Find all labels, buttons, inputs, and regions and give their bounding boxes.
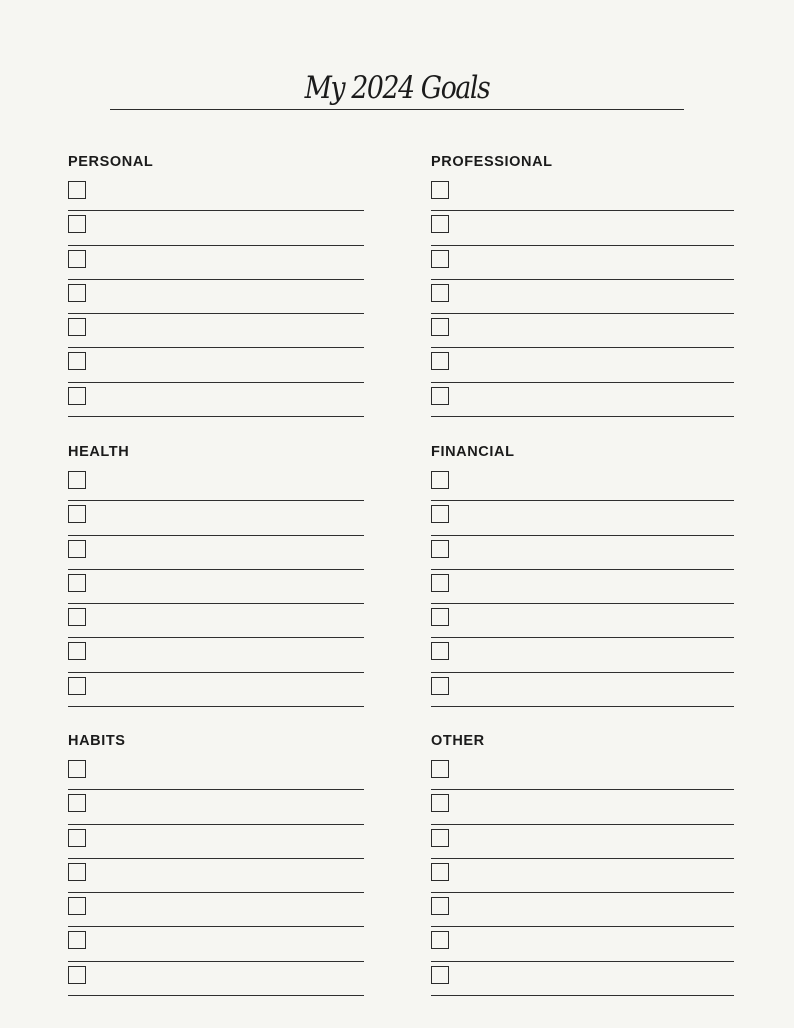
page-title: My 2024 Goals xyxy=(304,70,490,106)
goal-row[interactable] xyxy=(68,639,364,672)
goal-row[interactable] xyxy=(68,757,364,790)
goal-list xyxy=(431,757,734,996)
goal-checkbox[interactable] xyxy=(68,181,86,199)
goal-checkbox[interactable] xyxy=(68,760,86,778)
goal-checkbox[interactable] xyxy=(431,181,449,199)
goal-row[interactable] xyxy=(68,894,364,927)
goal-row[interactable] xyxy=(431,963,734,996)
goal-checkbox[interactable] xyxy=(68,863,86,881)
goal-row[interactable] xyxy=(431,178,734,211)
goal-checkbox[interactable] xyxy=(431,471,449,489)
goal-row[interactable] xyxy=(68,537,364,570)
goal-row[interactable] xyxy=(431,247,734,280)
goal-row[interactable] xyxy=(431,674,734,707)
goal-checkbox[interactable] xyxy=(68,284,86,302)
goal-row[interactable] xyxy=(68,605,364,638)
section-title: HABITS xyxy=(68,733,126,749)
goal-checkbox[interactable] xyxy=(431,505,449,523)
section-personal xyxy=(68,153,364,417)
goal-row[interactable] xyxy=(431,860,734,893)
goal-checkbox[interactable] xyxy=(431,352,449,370)
goal-row[interactable] xyxy=(431,639,734,672)
section-habits xyxy=(68,732,364,996)
goal-checkbox[interactable] xyxy=(431,387,449,405)
goal-row[interactable] xyxy=(431,502,734,535)
goal-checkbox[interactable] xyxy=(431,966,449,984)
goal-checkbox[interactable] xyxy=(431,284,449,302)
goal-row[interactable] xyxy=(431,537,734,570)
goal-checkbox[interactable] xyxy=(431,829,449,847)
goal-checkbox[interactable] xyxy=(431,760,449,778)
goal-row[interactable] xyxy=(431,468,734,501)
goal-row[interactable] xyxy=(68,247,364,280)
goal-row[interactable] xyxy=(431,826,734,859)
goal-checkbox[interactable] xyxy=(68,608,86,626)
goal-row[interactable] xyxy=(68,212,364,245)
section-financial xyxy=(431,443,734,707)
goal-row[interactable] xyxy=(68,860,364,893)
goal-row[interactable] xyxy=(68,791,364,824)
goal-checkbox[interactable] xyxy=(431,250,449,268)
goal-row[interactable] xyxy=(68,928,364,961)
goal-checkbox[interactable] xyxy=(431,318,449,336)
section-other xyxy=(431,732,734,996)
goal-row[interactable] xyxy=(68,178,364,211)
goal-checkbox[interactable] xyxy=(68,642,86,660)
goal-checkbox[interactable] xyxy=(68,352,86,370)
goal-checkbox[interactable] xyxy=(68,215,86,233)
goal-checkbox[interactable] xyxy=(431,215,449,233)
goal-row[interactable] xyxy=(431,384,734,417)
section-title: PERSONAL xyxy=(68,154,154,170)
goal-checkbox[interactable] xyxy=(68,250,86,268)
goal-checkbox[interactable] xyxy=(68,505,86,523)
goal-checkbox[interactable] xyxy=(431,574,449,592)
goal-row[interactable] xyxy=(68,826,364,859)
goal-row[interactable] xyxy=(431,928,734,961)
goal-checkbox[interactable] xyxy=(68,677,86,695)
goal-list xyxy=(431,468,734,707)
goal-row[interactable] xyxy=(68,674,364,707)
section-title: FINANCIAL xyxy=(431,444,515,460)
section-title: HEALTH xyxy=(68,444,130,460)
title-underline xyxy=(110,109,684,110)
goal-list xyxy=(68,468,364,707)
goal-row[interactable] xyxy=(68,502,364,535)
section-professional xyxy=(431,153,734,417)
goal-checkbox[interactable] xyxy=(68,471,86,489)
goal-checkbox[interactable] xyxy=(68,540,86,558)
section-health xyxy=(68,443,364,707)
goal-checkbox[interactable] xyxy=(431,897,449,915)
goal-checkbox[interactable] xyxy=(68,574,86,592)
goal-checkbox[interactable] xyxy=(431,642,449,660)
goal-row[interactable] xyxy=(431,212,734,245)
goal-checkbox[interactable] xyxy=(68,966,86,984)
goal-row[interactable] xyxy=(431,894,734,927)
goal-checkbox[interactable] xyxy=(431,677,449,695)
goal-checkbox[interactable] xyxy=(431,794,449,812)
goal-checkbox[interactable] xyxy=(431,863,449,881)
goal-list xyxy=(68,757,364,996)
goal-row[interactable] xyxy=(68,315,364,348)
goal-checkbox[interactable] xyxy=(68,897,86,915)
goal-row[interactable] xyxy=(68,281,364,314)
goal-row[interactable] xyxy=(431,605,734,638)
goal-row[interactable] xyxy=(68,468,364,501)
goal-list xyxy=(431,178,734,417)
goal-row[interactable] xyxy=(68,384,364,417)
section-title: PROFESSIONAL xyxy=(431,154,553,170)
goal-checkbox[interactable] xyxy=(68,931,86,949)
goal-checkbox[interactable] xyxy=(68,387,86,405)
goal-row[interactable] xyxy=(68,349,364,382)
goal-row[interactable] xyxy=(431,571,734,604)
goal-row[interactable] xyxy=(431,791,734,824)
goal-row[interactable] xyxy=(431,757,734,790)
goal-checkbox[interactable] xyxy=(431,540,449,558)
goal-checkbox[interactable] xyxy=(68,829,86,847)
goal-checkbox[interactable] xyxy=(68,794,86,812)
goal-row[interactable] xyxy=(68,963,364,996)
section-title: OTHER xyxy=(431,733,485,749)
goal-row[interactable] xyxy=(431,281,734,314)
goal-row[interactable] xyxy=(431,349,734,382)
goal-list xyxy=(68,178,364,417)
goal-checkbox[interactable] xyxy=(431,608,449,626)
goal-checkbox[interactable] xyxy=(431,931,449,949)
goal-row[interactable] xyxy=(431,315,734,348)
goal-row[interactable] xyxy=(68,571,364,604)
goal-checkbox[interactable] xyxy=(68,318,86,336)
